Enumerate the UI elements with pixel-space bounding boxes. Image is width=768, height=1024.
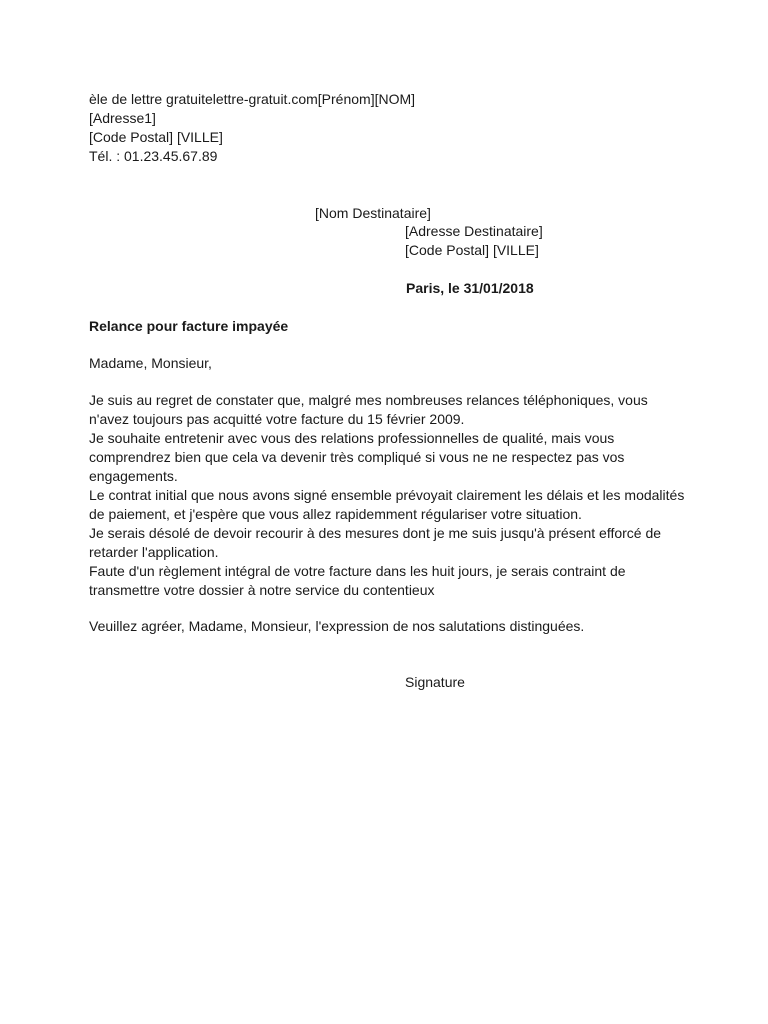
recipient-name: [Nom Destinataire]	[315, 205, 431, 221]
body-line: comprendrez bien que cela va devenir très compliqué si vous ne ne respectez pas vos	[89, 449, 625, 465]
sender-block	[89, 90, 415, 166]
body-line: de paiement, et j'espère que vous allez rapidemment régulariser votre situation.	[89, 506, 582, 522]
body-line: Faute d'un règlement intégral de votre facture dans les huit jours, je serais contraint de	[89, 563, 626, 579]
sender-postal-city: [Code Postal] [VILLE]	[89, 129, 223, 145]
body-line: transmettre votre dossier à notre service du contentieux	[89, 582, 435, 598]
signature: Signature	[405, 674, 465, 690]
body-line: n'avez toujours pas acquitté votre facture du 15 février 2009.	[89, 411, 465, 427]
letter-subject: Relance pour facture impayée	[89, 318, 289, 334]
recipient-postal-city: [Code Postal] [VILLE]	[405, 242, 539, 258]
recipient-address-block	[405, 222, 543, 260]
letter-body	[89, 391, 689, 600]
body-line: Le contrat initial que nous avons signé ensemble prévoyait clairement les délais et les modalités	[89, 487, 685, 503]
body-line: Je suis au regret de constater que, malgré mes nombreuses relances téléphoniques, vous	[89, 392, 648, 408]
recipient-address: [Adresse Destinataire]	[405, 223, 543, 239]
sender-line: èle de lettre gratuitelettre-gratuit.com[Prénom][NOM]	[89, 91, 416, 107]
sender-phone: Tél. : 01.23.45.67.89	[89, 148, 218, 164]
body-line: retarder l'application.	[89, 544, 219, 560]
closing-formula: Veuillez agréer, Madame, Monsieur, l'expression de nos salutations distinguées.	[89, 618, 585, 634]
letter-date: Paris, le 31/01/2018	[406, 280, 534, 296]
body-line: engagements.	[89, 468, 178, 484]
body-line: Je souhaite entretenir avec vous des relations professionnelles de qualité, mais vous	[89, 430, 615, 446]
body-line: Je serais désolé de devoir recourir à des mesures dont je me suis jusqu'à présent efforcé de	[89, 525, 662, 541]
sender-address: [Adresse1]	[89, 110, 156, 126]
salutation: Madame, Monsieur,	[89, 355, 212, 371]
